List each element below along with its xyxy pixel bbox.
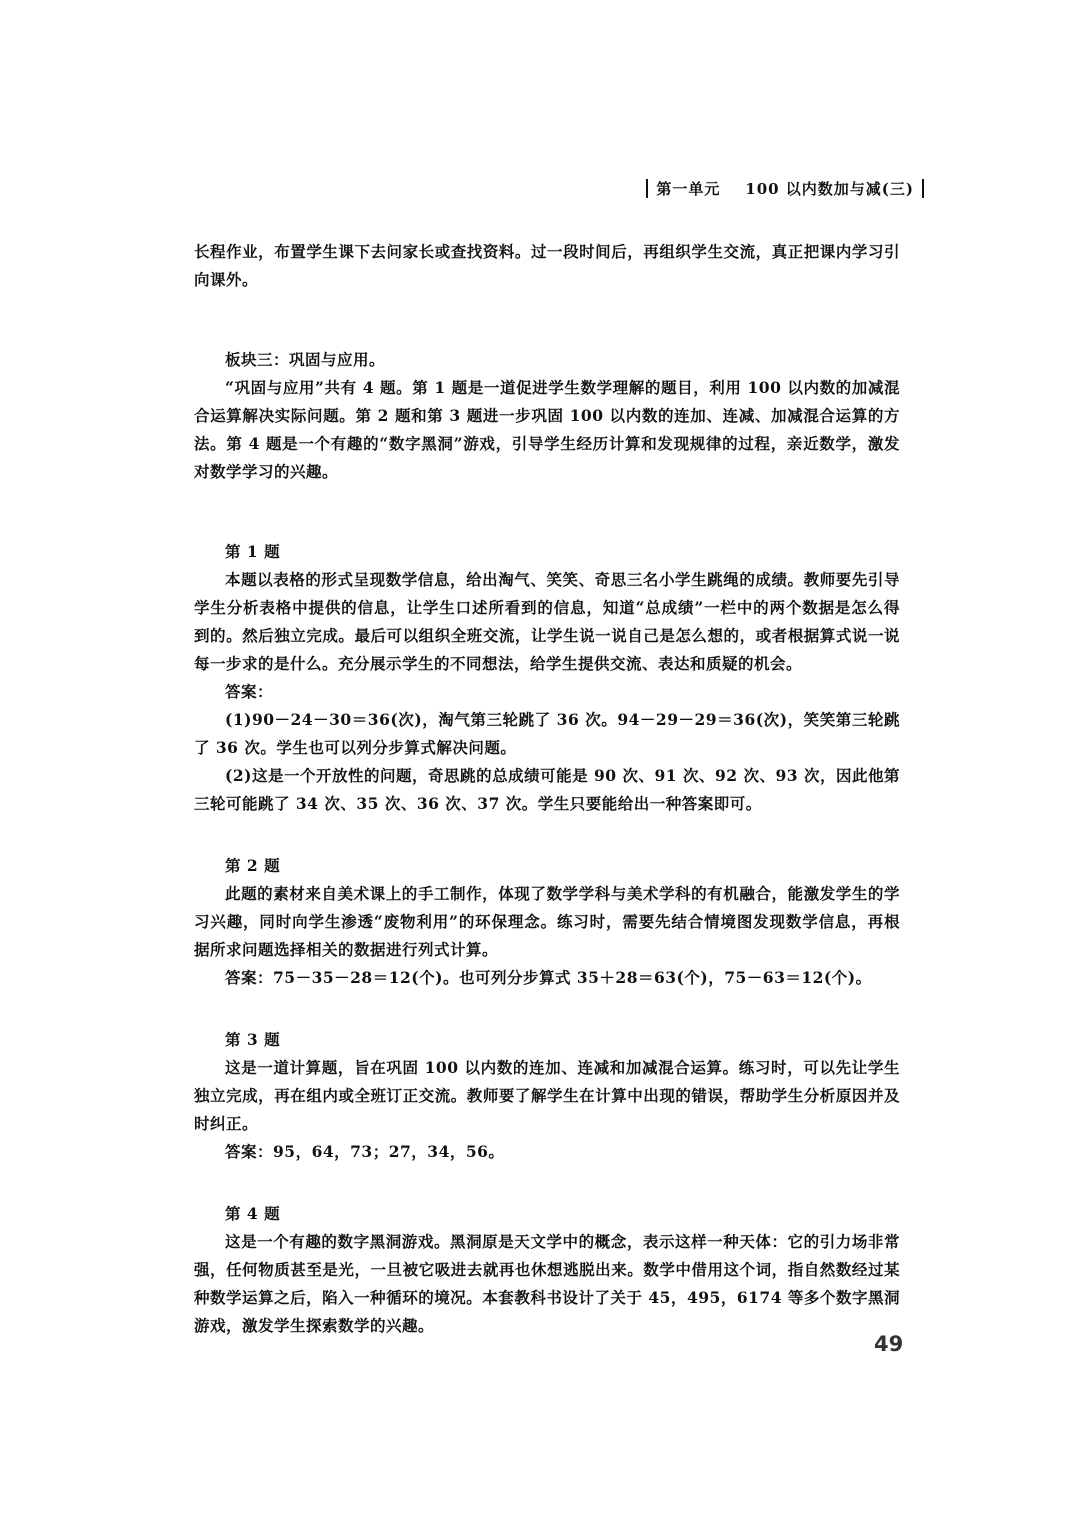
spacer (194, 992, 900, 1026)
block3-paragraph: “巩固与应用”共有 4 题。第 1 题是一道促进学生数学理解的题目，利用 100 以内数的加减混合运算解决实际问题。第 2 题和第 3 题进一步巩固 100 以内数的连加、连减、加减混合运算的方法。第 4 题是一个有趣的“数字黑洞”游戏，引导学生经历计算和发现规律的过程，亲近数学，激发对数学学习的兴趣。 (194, 378, 900, 481)
page-number: 49 (874, 1332, 904, 1356)
block3-heading: 板块三：巩固与应用。 (225, 350, 386, 369)
spacer (194, 1166, 900, 1200)
spacer (194, 294, 900, 346)
q1-paragraph: 本题以表格的形式呈现数学信息，给出淘气、笑笑、奇思三名小学生跳绳的成绩。教师要先引导学生分析表格中提供的信息，让学生口述所看到的信息，知道“总成绩”一栏中的两个数据是怎么得到的。然后独立完成。最后可以组织全班交流，让学生说一说自己是怎么想的，或者根据算式说一说每一步求的是什么。充分展示学生的不同想法，给学生提供交流、表达和质疑的机会。 (194, 570, 900, 673)
header-bar-left (646, 179, 648, 198)
spacer (194, 486, 900, 538)
page-body (194, 238, 900, 1340)
q1-answer-label: 答案： (225, 682, 274, 701)
q1-heading: 第 1 题 (225, 542, 281, 561)
q2-paragraph: 此题的素材来自美术课上的手工制作，体现了数学学科与美术学科的有机融合，能激发学生的学习兴趣，同时向学生渗透“废物利用”的环保理念。练习时，需要先结合情境图发现数学信息，再根据所求问题选择相关的数据进行列式计算。 (194, 884, 900, 959)
running-header (638, 178, 932, 199)
q4-heading: 第 4 题 (225, 1204, 281, 1223)
q3-paragraph: 这是一道计算题，旨在巩固 100 以内数的连加、连减和加减混合运算。练习时，可以先让学生独立完成，再在组内或全班订正交流。教师要了解学生在计算中出现的错误，帮助学生分析原因并及时纠正。 (194, 1058, 900, 1133)
intro-paragraph: 长程作业，布置学生课下去问家长或查找资料。过一段时间后，再组织学生交流，真正把课内学习引向课外。 (194, 242, 900, 289)
header-title: 100 以内数加与减(三) (745, 180, 914, 198)
q3-heading: 第 3 题 (225, 1030, 281, 1049)
spacer (194, 818, 900, 852)
q2-heading: 第 2 题 (225, 856, 281, 875)
q1-answer-2: (2)这是一个开放性的问题，奇思跳的总成绩可能是 90 次、91 次、92 次、93 次，因此他第三轮可能跳了 34 次、35 次、36 次、37 次。学生只要能给出一种答案即可。 (194, 766, 900, 813)
q2-answer: 答案：75－35－28＝12(个)。也可列分步算式 35＋28＝63(个)，75－63＝12(个)。 (225, 968, 872, 987)
header-bar-right (922, 179, 924, 198)
q1-answer-1: (1)90－24－30＝36(次)，淘气第三轮跳了 36 次。94－29－29＝36(次)，笑笑第三轮跳了 36 次。学生也可以列分步算式解决问题。 (194, 710, 900, 757)
q4-paragraph: 这是一个有趣的数字黑洞游戏。黑洞原是天文学中的概念，表示这样一种天体：它的引力场非常强，任何物质甚至是光，一旦被它吸进去就再也休想逃脱出来。数学中借用这个词，指自然数经过某种数学运算之后，陷入一种循环的境况。本套教科书设计了关于 45，495，6174 等多个数字黑洞游戏，激发学生探索数学的兴趣。 (194, 1232, 900, 1335)
header-unit: 第一单元 (656, 180, 721, 198)
q3-answer: 答案：95，64，73；27，34，56。 (225, 1142, 505, 1161)
